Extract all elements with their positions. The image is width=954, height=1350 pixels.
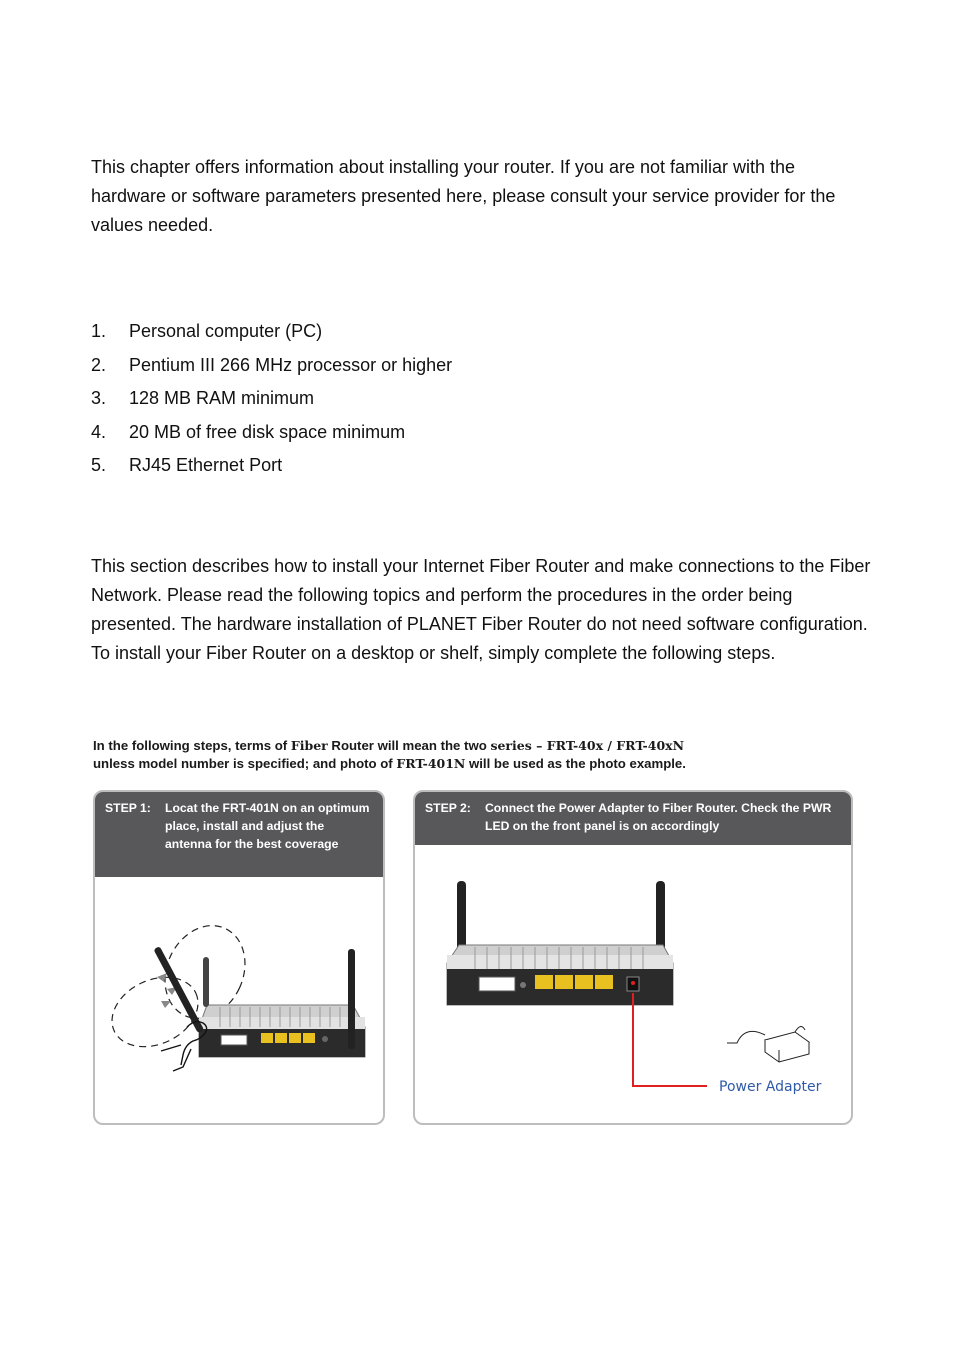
note-text: In the following steps, terms of <box>93 738 288 753</box>
list-number: 2. <box>91 354 107 375</box>
list-text: Personal computer (PC) <box>129 321 323 341</box>
step1-header <box>95 792 383 877</box>
note-fiber: Fiber <box>290 738 328 753</box>
list-text: 20 MB of free disk space minimum <box>129 421 406 442</box>
note-line-1 <box>93 737 686 755</box>
list-text: RJ45 Ethernet Port <box>129 455 283 476</box>
step2-text: Connect the Power Adapter to Fiber Router. Check the PWR LED on the front panel is on accordingly <box>485 801 832 833</box>
steps-note <box>93 737 686 773</box>
step1-label: STEP 1: <box>105 801 151 815</box>
step2-card <box>413 790 853 1125</box>
router-power-illustration <box>415 845 851 1123</box>
note-series: series – FRT-40x / FRT-40xN <box>490 738 685 753</box>
list-number: 3. <box>91 388 107 409</box>
note-text: Router will mean the two <box>331 738 487 753</box>
note-text: unless model number is specified; and photo of <box>93 756 393 771</box>
step1-card <box>93 790 385 1125</box>
step2-header <box>415 792 851 845</box>
note-model: FRT-401N <box>396 756 466 771</box>
step1-text: Locat the FRT-401N on an optimum place, install and adjust the antenna for the best coverage <box>165 801 370 851</box>
list-text: Pentium III 266 MHz processor or higher <box>129 354 453 375</box>
step2-label: STEP 2: <box>425 801 471 815</box>
list-number: 1. <box>91 321 107 341</box>
install-paragraph: This section describes how to install your Internet Fiber Router and make connections to the Fiber Network. Please read the following topics and perform the procedures in the order being presented. The hardware installation of PLANET Fiber Router do not need software configuration. To install your Fiber Router on a desktop or shelf, simply complete the following steps. <box>91 556 871 663</box>
note-text: will be used as the photo example. <box>469 756 686 771</box>
router-antenna-illustration <box>95 877 383 1123</box>
list-number: 5. <box>91 455 107 476</box>
intro-paragraph: This chapter offers information about installing your router. If you are not familiar with the hardware or software parameters presented here, please consult your service provider for the values needed. <box>91 157 836 235</box>
power-adapter-label: Power Adapter <box>719 1079 822 1095</box>
list-text: 128 MB RAM minimum <box>129 388 315 409</box>
list-number: 4. <box>91 421 107 442</box>
note-line-2 <box>93 755 686 773</box>
